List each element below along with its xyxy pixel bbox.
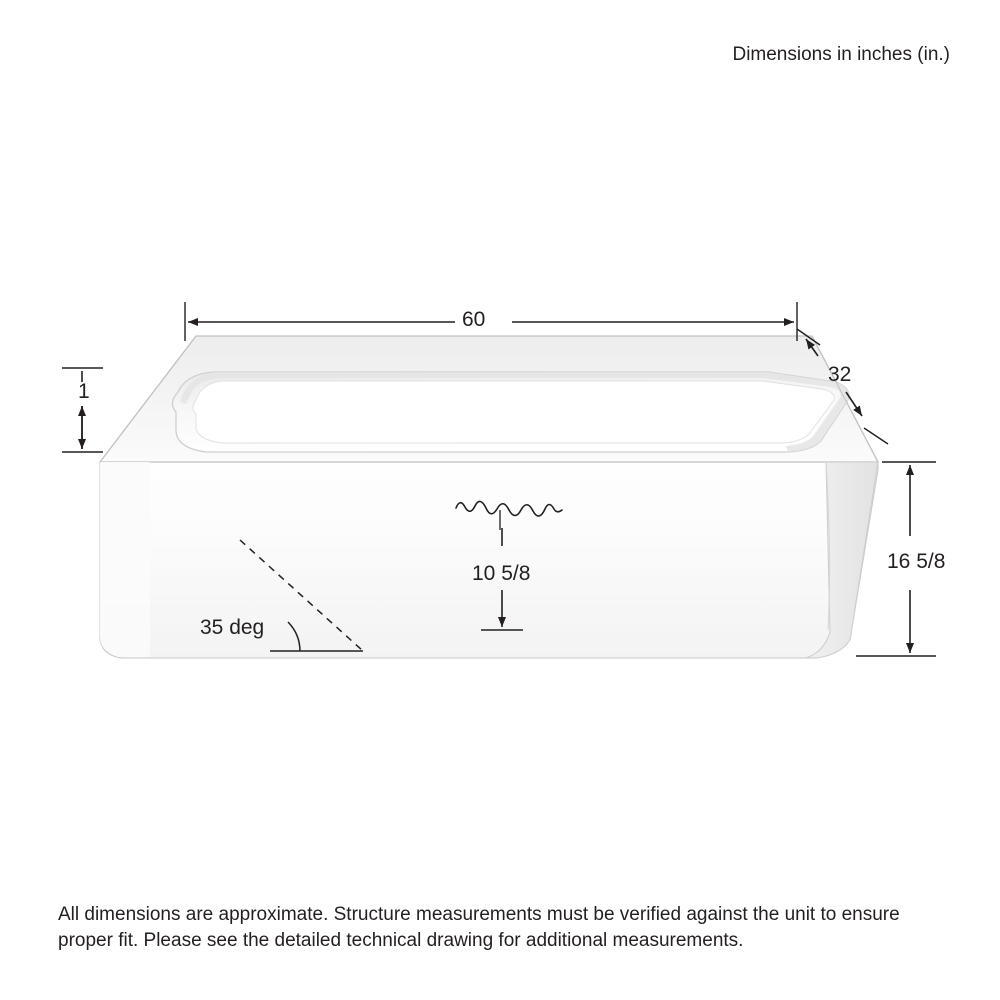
units-note: Dimensions in inches (in.) — [732, 44, 950, 65]
dimension-label-height: 16 5/8 — [887, 550, 946, 573]
bathtub-body — [100, 336, 878, 658]
disclaimer-note: All dimensions are approximate. Structure measurements must be verified against the unit to ensure proper fit. Please see the detailed technical drawing for additional measurements. — [58, 904, 900, 951]
dimension-label-angle: 35 deg — [200, 616, 265, 639]
dimension-label-length: 60 — [462, 308, 486, 331]
dimension-label-water-depth: 10 5/8 — [472, 562, 531, 585]
dimension-length-60 — [185, 302, 797, 341]
dimension-label-rim: 1 — [78, 380, 90, 403]
dimension-label-width: 32 — [828, 363, 852, 386]
